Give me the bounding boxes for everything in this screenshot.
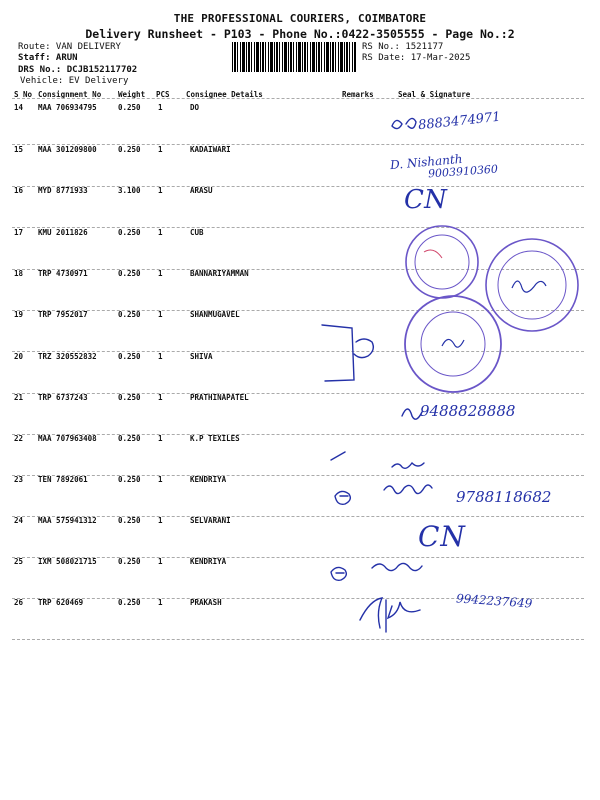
row-weight: 3.100: [118, 186, 141, 195]
row-consignment: TEN 7892061: [38, 475, 88, 484]
row-weight: 0.250: [118, 598, 141, 607]
row-sno: 15: [14, 145, 24, 154]
header-consignee: Consignee Details: [186, 90, 263, 99]
vehicle-label: Vehicle: EV Delivery: [20, 76, 129, 86]
header-sno: S No: [14, 90, 33, 99]
row-consignment: TRP 7952017: [38, 310, 88, 319]
row-weight: 0.250: [118, 145, 141, 154]
row-consignee: KENDRIYA: [190, 557, 227, 566]
handwritten-phone-row23: 9788118682: [456, 488, 552, 506]
header-consignment: Consignment No: [38, 90, 102, 99]
row-sno: 14: [14, 103, 24, 112]
handwritten-phone-row21: 9488828888: [420, 402, 516, 420]
row-consignment: KMU 2011826: [38, 228, 88, 237]
row-pcs: 1: [158, 598, 163, 607]
header-weight: Weight: [118, 90, 146, 99]
row-sno: 24: [14, 516, 24, 525]
row-consignment: MAA 301209800: [38, 145, 97, 154]
row-sno: 17: [14, 228, 24, 237]
company-stamps: [405, 226, 578, 392]
row-consignment: MAA 707963408: [38, 434, 97, 443]
staff-label: Staff: ARUN: [18, 53, 78, 63]
row-pcs: 1: [158, 516, 163, 525]
rs-date: RS Date: 17-Mar-2025: [362, 53, 471, 63]
row-sno: 23: [14, 475, 24, 484]
handwritten-phone-row15: 9003910360: [427, 162, 499, 181]
row-consignee: ARASU: [190, 186, 213, 195]
row-consignee: PRATHINAPATEL: [190, 393, 249, 402]
handwritten-cn-row16: C N: [404, 185, 443, 215]
row-sno: 21: [14, 393, 24, 402]
row-consignment: MAA 575941312: [38, 516, 97, 525]
row-consignee: DO: [190, 103, 200, 112]
row-consignee: PRAKASH: [190, 598, 222, 607]
runsheet-subtitle: Delivery Runsheet - P103 - Phone No.:0422-3505555 - Page No.:2: [85, 27, 515, 41]
row-pcs: 1: [158, 145, 163, 154]
row-sno: 25: [14, 557, 24, 566]
row-pcs: 1: [158, 310, 163, 319]
header-seal-signature: Seal & Signature: [398, 90, 471, 99]
handwritten-phone-row26: 9942237649: [455, 591, 533, 611]
row-pcs: 1: [158, 475, 163, 484]
row-consignee: BANNARIYAMMAN: [190, 269, 249, 278]
row-weight: 0.250: [118, 475, 141, 484]
row-consignee: SELVARANI: [190, 516, 231, 525]
handwritten-phone-row14: 8883474971: [417, 109, 502, 134]
row-consignment: IXM 508021715: [38, 557, 97, 566]
row-consignee: KENDRIYA: [190, 475, 227, 484]
row-consignment: TRP 620469: [38, 598, 84, 607]
row-sno: 22: [14, 434, 24, 443]
drs-label: DRS No.: DCJB152117702: [18, 65, 138, 75]
row-consignee: SHANMUGAVEL: [190, 310, 240, 319]
handwritten-cn-row24: C N: [418, 520, 461, 553]
row-sno: 16: [14, 186, 24, 195]
row-sno: 20: [14, 352, 24, 361]
row-sno: 26: [14, 598, 24, 607]
route-label: Route: VAN DELIVERY: [18, 42, 121, 52]
row-pcs: 1: [158, 269, 163, 278]
row-sno: 18: [14, 269, 24, 278]
company-title: THE PROFESSIONAL COURIERS, COIMBATORE: [173, 12, 427, 25]
row-weight: 0.250: [118, 516, 141, 525]
row-weight: 0.250: [118, 352, 141, 361]
row-consignee: K.P TEXILES: [190, 434, 240, 443]
row-pcs: 1: [158, 557, 163, 566]
row-pcs: 1: [158, 352, 163, 361]
row-weight: 0.250: [118, 103, 141, 112]
row-consignment: MAA 706934795: [38, 103, 97, 112]
row-pcs: 1: [158, 103, 163, 112]
row-consignment: TRP 4730971: [38, 269, 88, 278]
row-consignee: SHIVA: [190, 352, 213, 361]
row-pcs: 1: [158, 186, 163, 195]
row-weight: 0.250: [118, 269, 141, 278]
header-pcs: PCS: [156, 90, 170, 99]
row-weight: 0.250: [118, 310, 141, 319]
row-weight: 0.250: [118, 434, 141, 443]
row-consignment: TRP 6737243: [38, 393, 88, 402]
row-pcs: 1: [158, 393, 163, 402]
rs-number: RS No.: 1521177: [362, 42, 444, 52]
row-consignment: TRZ 320552832: [38, 352, 97, 361]
row-weight: 0.250: [118, 557, 141, 566]
row-consignee: KADAIWARI: [190, 145, 231, 154]
row-pcs: 1: [158, 434, 163, 443]
row-weight: 0.250: [118, 393, 141, 402]
row-consignee: CUB: [190, 228, 204, 237]
row-weight: 0.250: [118, 228, 141, 237]
row-consignment: MYD 8771933: [38, 186, 88, 195]
row-pcs: 1: [158, 228, 163, 237]
handwritten-name-row15: D. Nishanth: [389, 151, 463, 173]
row-sno: 19: [14, 310, 24, 319]
header-remarks: Remarks: [342, 90, 374, 99]
